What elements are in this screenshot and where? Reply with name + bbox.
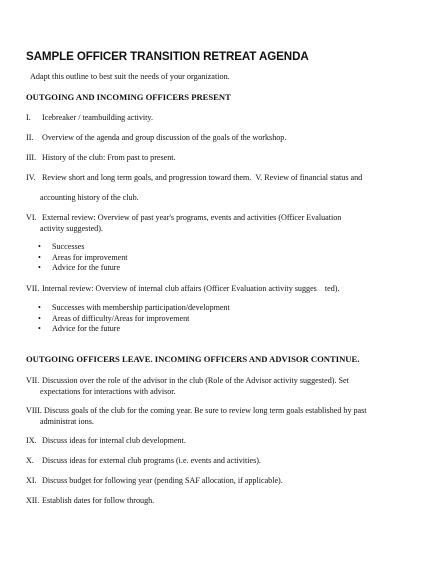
item-number: V. [255, 173, 263, 182]
item-number: XI. [26, 476, 37, 485]
item-number: X. [26, 456, 34, 465]
agenda-item-4-continued: accounting history of the club. [40, 193, 139, 202]
agenda-item-11 [26, 475, 386, 486]
agenda-item-9 [26, 435, 386, 446]
list-item: • Advice for the future [38, 324, 230, 335]
agenda-item-advisor-role [26, 375, 388, 397]
list-item: • Advice for the future [38, 263, 128, 274]
item-text: Internal review: Overview of internal club affairs (Officer Evaluation activity sugges ted). [42, 284, 340, 293]
item-text: Icebreaker / teambuilding activity. [42, 113, 153, 122]
agenda-item-7 [26, 283, 386, 294]
internal-review-list [38, 303, 230, 335]
item-text: History of the club: From past to present. [42, 153, 176, 162]
item-text: Discussion over the role of the advisor in the club (Role of the Advisor activity suggested). Set [42, 376, 349, 385]
item-number: VII. [26, 284, 40, 293]
item-text-continued: administrat ions. [40, 417, 94, 426]
agenda-item-6 [26, 212, 386, 234]
external-review-list [38, 242, 128, 274]
agenda-item-3 [26, 152, 386, 163]
agenda-item-8 [26, 405, 388, 427]
agenda-item-12 [26, 495, 386, 506]
agenda-item-4 [26, 172, 386, 183]
item-text: Discuss ideas for internal club development. [42, 436, 186, 445]
item-text: Review short and long term goals, and progression toward them. [42, 173, 252, 182]
item-text: Review of financial status and [264, 173, 363, 182]
item-text: External review: Overview of past year's programs, events and activities (Officer Evaluation [42, 213, 342, 222]
item-number: VII. [26, 376, 40, 385]
section-heading-present: OUTGOING AND INCOMING OFFICERS PRESENT [26, 92, 231, 102]
item-text-continued: expectations for interactions with advisor. [40, 387, 176, 396]
item-number: XII. [26, 496, 40, 505]
agenda-item-10 [26, 455, 386, 466]
item-text: Discuss budget for following year (pending SAF allocation, if applicable). [42, 476, 283, 485]
list-item: • Areas of difficulty/Areas for improvement [38, 314, 230, 325]
item-number: II. [26, 133, 34, 142]
page-title: SAMPLE OFFICER TRANSITION RETREAT AGENDA [26, 50, 309, 63]
item-number: VIII. [26, 406, 42, 415]
item-text: Overview of the agenda and group discussion of the goals of the workshop. [42, 133, 287, 142]
item-text: Discuss ideas for external club programs (i.e. events and activities). [42, 456, 261, 465]
item-number: VI. [26, 213, 37, 222]
list-item: • Successes [38, 242, 128, 253]
item-number: IV. [26, 173, 36, 182]
intro-text: Adapt this outline to best suit the needs of your organization. [30, 72, 230, 81]
item-text: Discuss goals of the club for the coming year. Be sure to review long term goals established by past [44, 406, 367, 415]
item-number: I. [26, 113, 31, 122]
item-number: IX. [26, 436, 37, 445]
item-number: III. [26, 153, 37, 162]
agenda-item-2 [26, 132, 386, 143]
list-item: • Areas for improvement [38, 253, 128, 264]
item-text-continued: activity suggested). [40, 224, 103, 233]
item-text: Establish dates for follow through. [42, 496, 155, 505]
list-item: • Successes with membership participation/development [38, 303, 230, 314]
agenda-item-1 [26, 112, 386, 123]
section-heading-advisor: OUTGOING OFFICERS LEAVE. INCOMING OFFICERS AND ADVISOR CONTINUE. [26, 354, 360, 364]
